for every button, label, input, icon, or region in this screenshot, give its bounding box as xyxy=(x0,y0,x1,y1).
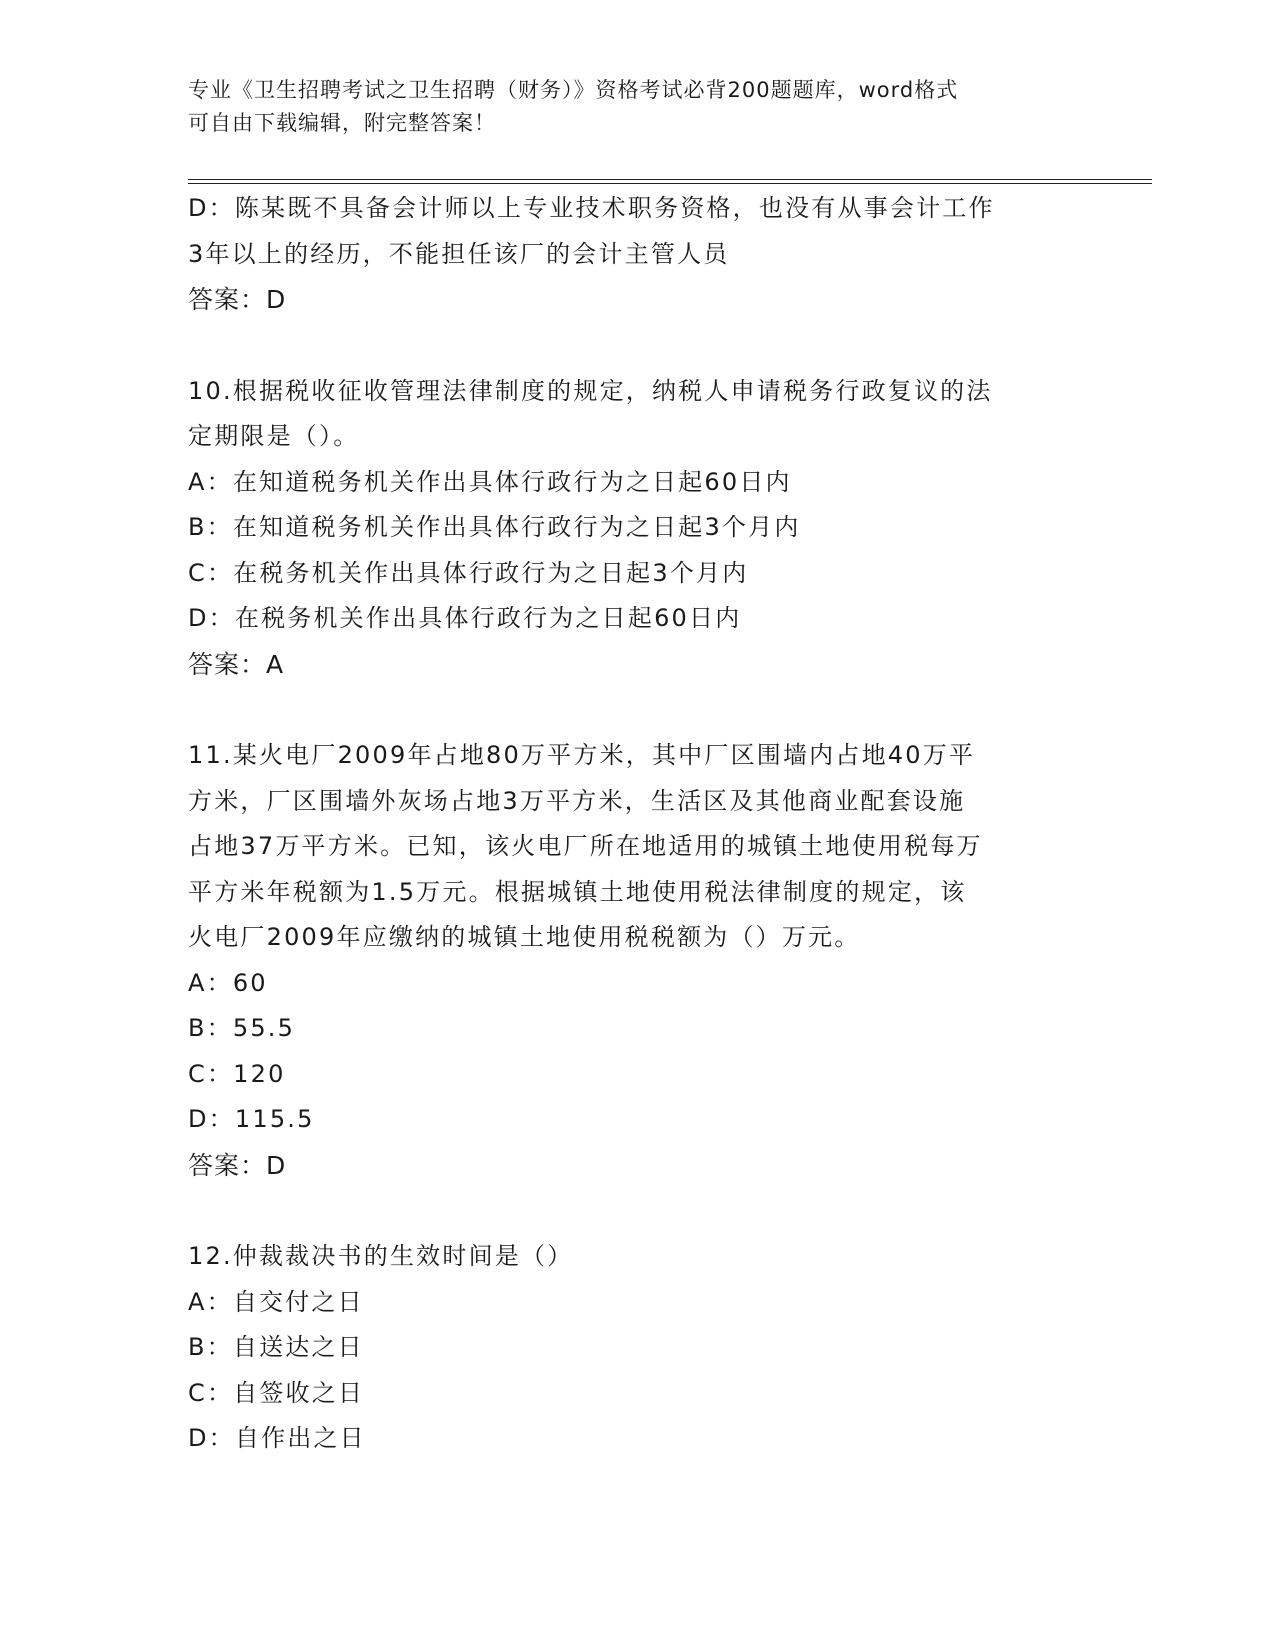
header-divider-bottom xyxy=(188,183,1152,184)
question-12 xyxy=(188,1234,1088,1462)
option-d-continued: 3年以上的经历，不能担任该厂的会计主管人员 xyxy=(188,239,730,268)
option-b: B：55.5 xyxy=(188,1014,296,1042)
question-stem-continued: 方米，厂区围墙外灰场占地3万平方米，生活区及其他商业配套设施 xyxy=(188,786,966,815)
option-c: C：自签收之日 xyxy=(188,1378,365,1407)
spacer xyxy=(188,1188,1088,1234)
question-stem-continued: 火电厂2009年应缴纳的城镇土地使用税税额为（）万元。 xyxy=(188,923,861,951)
question-stem: 10.根据税收征收管理法律制度的规定，纳税人申请税务行政复议的法 xyxy=(188,376,993,405)
document-body xyxy=(188,186,1088,1462)
option-d: D：自作出之日 xyxy=(188,1424,366,1452)
option-c: C：在税务机关作出具体行政行为之日起3个月内 xyxy=(188,558,749,587)
question-stem: 11.某火电厂2009年占地80万平方米，其中厂区围墙内占地40万平 xyxy=(188,741,976,769)
answer-label: 答案：D xyxy=(188,1150,287,1180)
question-11 xyxy=(188,733,1088,1188)
question-stem: 12.仲裁裁决书的生效时间是（） xyxy=(188,1242,574,1270)
question-stem-continued: 定期限是（）。 xyxy=(188,422,360,450)
option-a: A：在知道税务机关作出具体行政行为之日起60日内 xyxy=(188,467,792,496)
spacer xyxy=(188,687,1088,733)
option-b: B：自送达之日 xyxy=(188,1333,364,1361)
question-10 xyxy=(188,369,1088,688)
answer-label: 答案：A xyxy=(188,649,285,679)
answer-label: 答案：D xyxy=(188,285,287,314)
document-header xyxy=(188,74,1068,140)
option-d: D：在税务机关作出具体行政行为之日起60日内 xyxy=(188,604,742,632)
option-a: A：自交付之日 xyxy=(188,1287,364,1316)
option-a: A：60 xyxy=(188,968,268,997)
prev-question-block xyxy=(188,186,1088,323)
option-c: C：120 xyxy=(188,1059,286,1088)
header-divider-top xyxy=(188,179,1152,180)
option-d: D：陈某既不具备会计师以上专业技术职务资格，也没有从事会计工作 xyxy=(188,194,995,222)
header-line-2: 可自由下载编辑，附完整答案！ xyxy=(188,111,496,135)
header-line-1: 专业《卫生招聘考试之卫生招聘（财务）》资格考试必背200题题库，word格式 xyxy=(188,78,959,102)
question-stem-continued: 平方米年税额为1.5万元。根据城镇土地使用税法律制度的规定，该 xyxy=(188,877,967,906)
question-stem-continued: 占地37万平方米。已知，该火电厂所在地适用的城镇土地使用税每万 xyxy=(188,832,983,860)
option-b: B：在知道税务机关作出具体行政行为之日起3个月内 xyxy=(188,513,801,541)
spacer xyxy=(188,323,1088,369)
option-d: D：115.5 xyxy=(188,1105,315,1133)
